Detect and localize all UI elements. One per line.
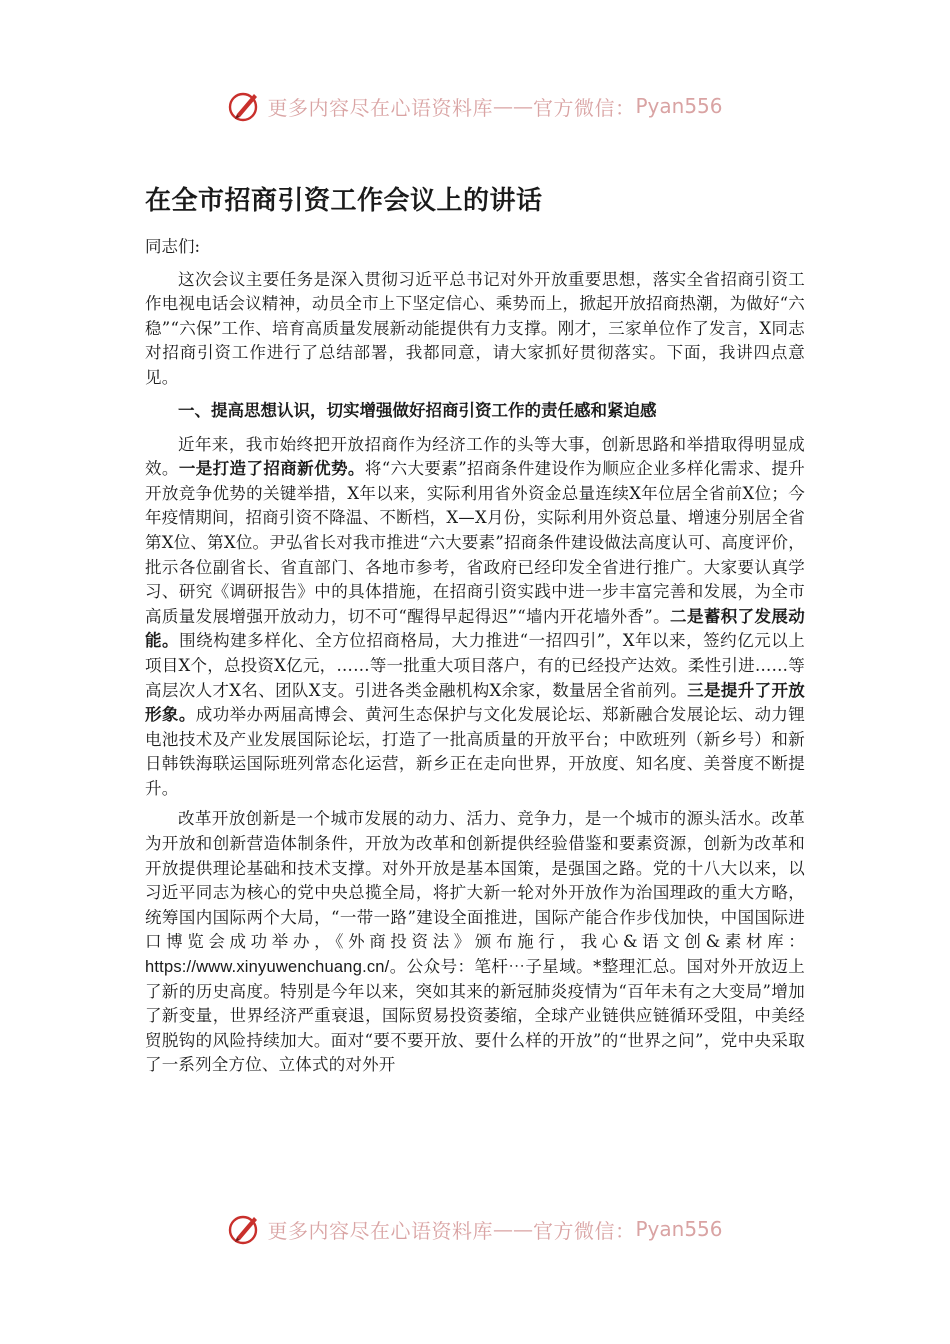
footer-banner [0,1209,950,1249]
page-title: 在全市招商引资工作会议上的讲话 [145,186,543,216]
pen-logo-icon [227,1211,263,1247]
highlight-2: 二是蓄积了发展动能。 [145,606,806,651]
banner-dash: —— [492,94,533,118]
section-heading-1: 一、提高思想认识，切实增强做好招商引资工作的责任感和紧迫感 [178,400,657,420]
pen-logo-icon [227,88,263,124]
text-run: 改革开放创新是一个城市发展的动力、活力、竞争力，是一个城市的源头活水。改革为开放和创新营造体制条件，开放为改革和创新提供经验借鉴和要素资源，创新为改革和开放提供理论基础和技术支撑。对外开放是基本国策，是强国之路。党的十八大以来，以习近平同志为核心的党中央总揽全局，将扩大新一轮对外开放作为治国理政的重大方略，统筹国内国际两个大局，“一带一路”建设全面推进，国际产能合作步伐加快，中国国际进口博览会成功举办，《外商投资法》颁布施行，我心&语文创&素材库： [145,809,805,952]
highlight-3: 三是提升了开放形象。 [145,680,806,725]
banner-text: 更多内容尽在心语资料库 [267,1218,493,1243]
text-run: 围绕构建多样化、全方位招商格局，大力推进“一招四引”，X年以来，签约亿元以上项目X个，总投资X亿元，……等一批重大项目落户，有的已经投产达效。柔性引进……等高层次人才X名、团队X支。引进各类金融机构X余家，数量居全省前列。 [145,631,805,700]
text-run: 近年来，我市始终把开放招商作为经济工作的头等大事，创新思路和举措取得明显成效。 [145,434,805,479]
banner-wechat-label: 官方微信： [532,1218,636,1243]
paragraph-reform [145,807,805,1078]
banner-text: 更多内容尽在心语资料库 [267,95,493,120]
highlight-1: 一是打造了招商新优势。 [178,459,365,479]
paragraph-achievements [145,433,805,802]
source-url: https://www.xinyuwenchuang.cn/ [145,958,390,977]
text-run: 成功举办两届高博会、黄河生态保护与文化发展论坛、郑新融合发展论坛、动力锂电池技术及产业发展国际论坛，打造了一批高质量的开放平台；中欧班列（新乡号）和新日韩铁海联运国际班列常态化运营，新乡正在走向世界，开放度、知名度、美誉度不断提升。 [145,705,805,798]
banner-wechat-id: Pyan556 [635,1217,723,1241]
document-body [145,180,805,1084]
greeting: 同志们: [145,237,201,256]
paragraph-intro: 这次会议主要任务是深入贯彻习近平总书记对外开放重要思想，落实全省招商引资工作电视电话会议精神，动员全市上下坚定信心、乘势而上，掀起开放招商热潮，为做好“六稳”“六保”工作、培育高质量发展新动能提供有力支撑。刚才，三家单位作了发言，X同志对招商引资工作进行了总结部署，我都同意，请大家抓好贯彻落实。下面，我讲四点意见。 [145,269,805,387]
banner-wechat-id: Pyan556 [635,94,723,118]
header-banner [0,86,950,126]
banner-dash: —— [492,1217,533,1241]
text-run: 将“六大要素”招商条件建设作为顺应企业多样化需求、提升开放竞争优势的关键举措，X年以来，实际利用省外资金总量连续X年位居全省前X位；今年疫情期间，招商引资不降温、不断档，X—X月份，实际利用外资总量、增速分别居全省第X位、第X位。尹弘省长对我市推进“六大要素”招商条件建设做法高度认可、高度评价，批示各位副省长、省直部门、各地市参考，省政府已经印发全省进行推广。大家要认真学习、研究《调研报告》中的具体措施，在招商引资实践中进一步丰富完善和发展，为全市高质量发展增强开放动力，切不可“醒得早起得迟”“墙内开花墙外香”。 [145,459,806,626]
banner-wechat-label: 官方微信： [532,95,636,120]
text-run: 。公众号：笔杆⋯子星域。*整理汇总。国对外开放迈上了新的历史高度。特别是今年以来，突如其来的新冠肺炎疫情为“百年未有之大变局”增加了新变量，世界经济严重衰退，国际贸易投资萎缩，全球产业链供应链循环受阻，中美经贸脱钩的风险持续加大。面对“要不要开放、要什么样的开放”的“世界之问”，党中央采取了一系列全方位、立体式的对外开 [145,957,805,1075]
